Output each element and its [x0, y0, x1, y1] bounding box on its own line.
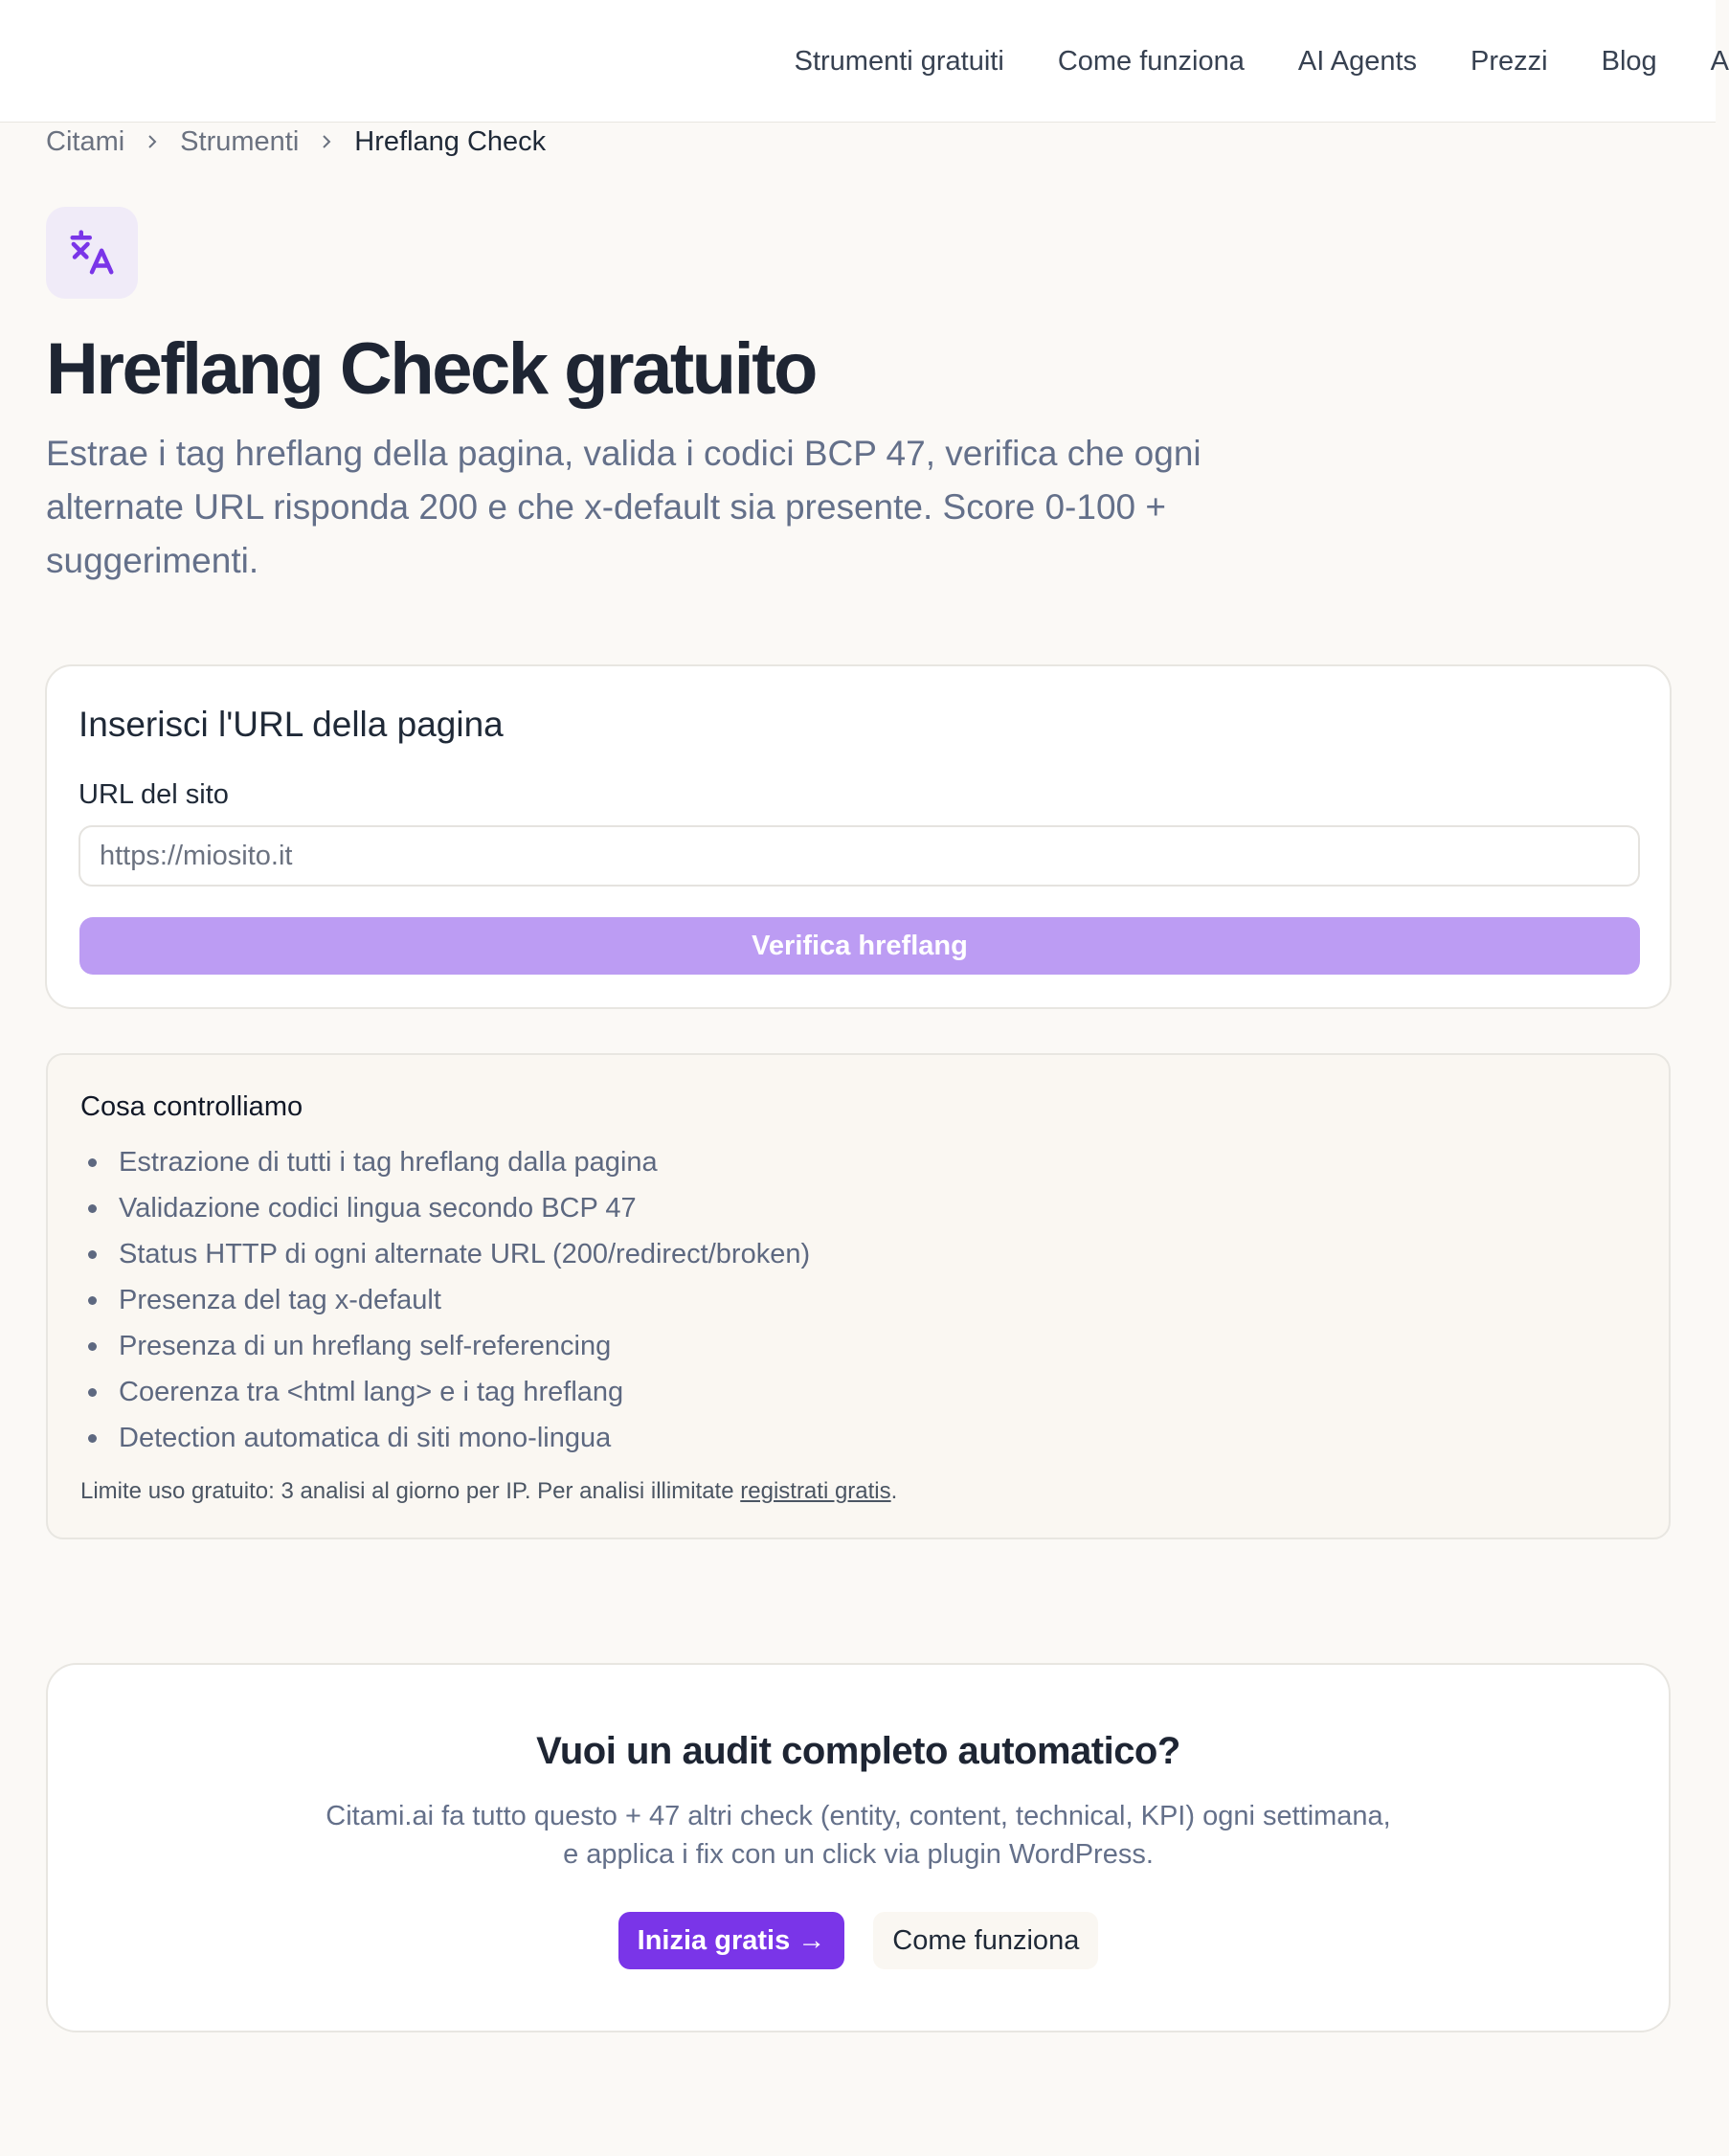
list-item: Estrazione di tutti i tag hreflang dalla pagina	[80, 1145, 810, 1191]
nav-prezzi[interactable]: Prezzi	[1471, 45, 1548, 77]
nav-strumenti-gratuiti[interactable]: Strumenti gratuiti	[794, 45, 1004, 77]
list-item: Presenza di un hreflang self-referencing	[80, 1329, 810, 1375]
url-field-label: URL del sito	[79, 779, 229, 810]
list-item: Status HTTP di ogni alternate URL (200/redirect/broken)	[80, 1237, 810, 1283]
register-link[interactable]: registrati gratis	[740, 1478, 891, 1504]
chevron-right-icon	[320, 135, 333, 148]
page-title: Hreflang Check gratuito	[46, 328, 816, 410]
list-item: Detection automatica di siti mono-lingua	[80, 1421, 810, 1467]
breadcrumb-citami[interactable]: Citami	[46, 125, 125, 157]
checks-info-card	[46, 1053, 1671, 1539]
cta-card	[46, 1663, 1671, 2032]
url-form-card	[45, 664, 1672, 1009]
usage-limit-text: Limite uso gratuito: 3 analisi al giorno per IP. Per analisi illimitate	[80, 1478, 741, 1504]
cta-description	[48, 1797, 1669, 1874]
cta-line-2: e applica i fix con un click via plugin WordPress.	[563, 1839, 1154, 1870]
checks-heading: Cosa controlliamo	[80, 1091, 303, 1122]
url-input[interactable]	[79, 825, 1640, 887]
cta-buttons	[48, 1912, 1669, 1969]
breadcrumb	[46, 124, 546, 159]
page-description: Estrae i tag hreflang della pagina, valida i codici BCP 47, verifica che ogni alternate URL risponda 200 e che x-default sia presente. Score 0-100 + suggerimenti.	[46, 434, 1201, 580]
hero-icon-box	[46, 207, 138, 299]
translate-icon	[66, 227, 118, 279]
form-heading: Inserisci l'URL della pagina	[79, 705, 504, 744]
verify-hreflang-button[interactable]: Verifica hreflang	[79, 917, 1640, 975]
cta-line-1: Citami.ai fa tutto questo + 47 altri check (entity, content, technical, KPI) ogni settimana,	[326, 1801, 1391, 1831]
list-item: Coerenza tra <html lang> e i tag hreflang	[80, 1375, 810, 1421]
list-item: Validazione codici lingua secondo BCP 47	[80, 1191, 810, 1237]
breadcrumb-strumenti[interactable]: Strumenti	[180, 125, 300, 157]
nav-ai-agents[interactable]: AI Agents	[1297, 45, 1418, 77]
list-item: Presenza del tag x-default	[80, 1283, 810, 1329]
top-navigation-bar	[0, 0, 1729, 123]
nav-item-truncated[interactable]: A	[1710, 45, 1729, 77]
checks-list	[80, 1145, 810, 1467]
usage-limit-note	[80, 1478, 897, 1505]
how-it-works-button[interactable]: Come funziona	[873, 1912, 1098, 1969]
chevron-right-icon	[146, 135, 159, 148]
main-nav	[739, 0, 1729, 123]
nav-come-funziona[interactable]: Come funziona	[1057, 45, 1245, 77]
start-free-button[interactable]: Inizia gratis →	[618, 1912, 845, 1969]
breadcrumb-current: Hreflang Check	[354, 125, 547, 157]
nav-blog[interactable]: Blog	[1601, 45, 1657, 77]
cta-heading: Vuoi un audit completo automatico?	[536, 1730, 1180, 1772]
usage-limit-suffix: .	[890, 1478, 898, 1504]
